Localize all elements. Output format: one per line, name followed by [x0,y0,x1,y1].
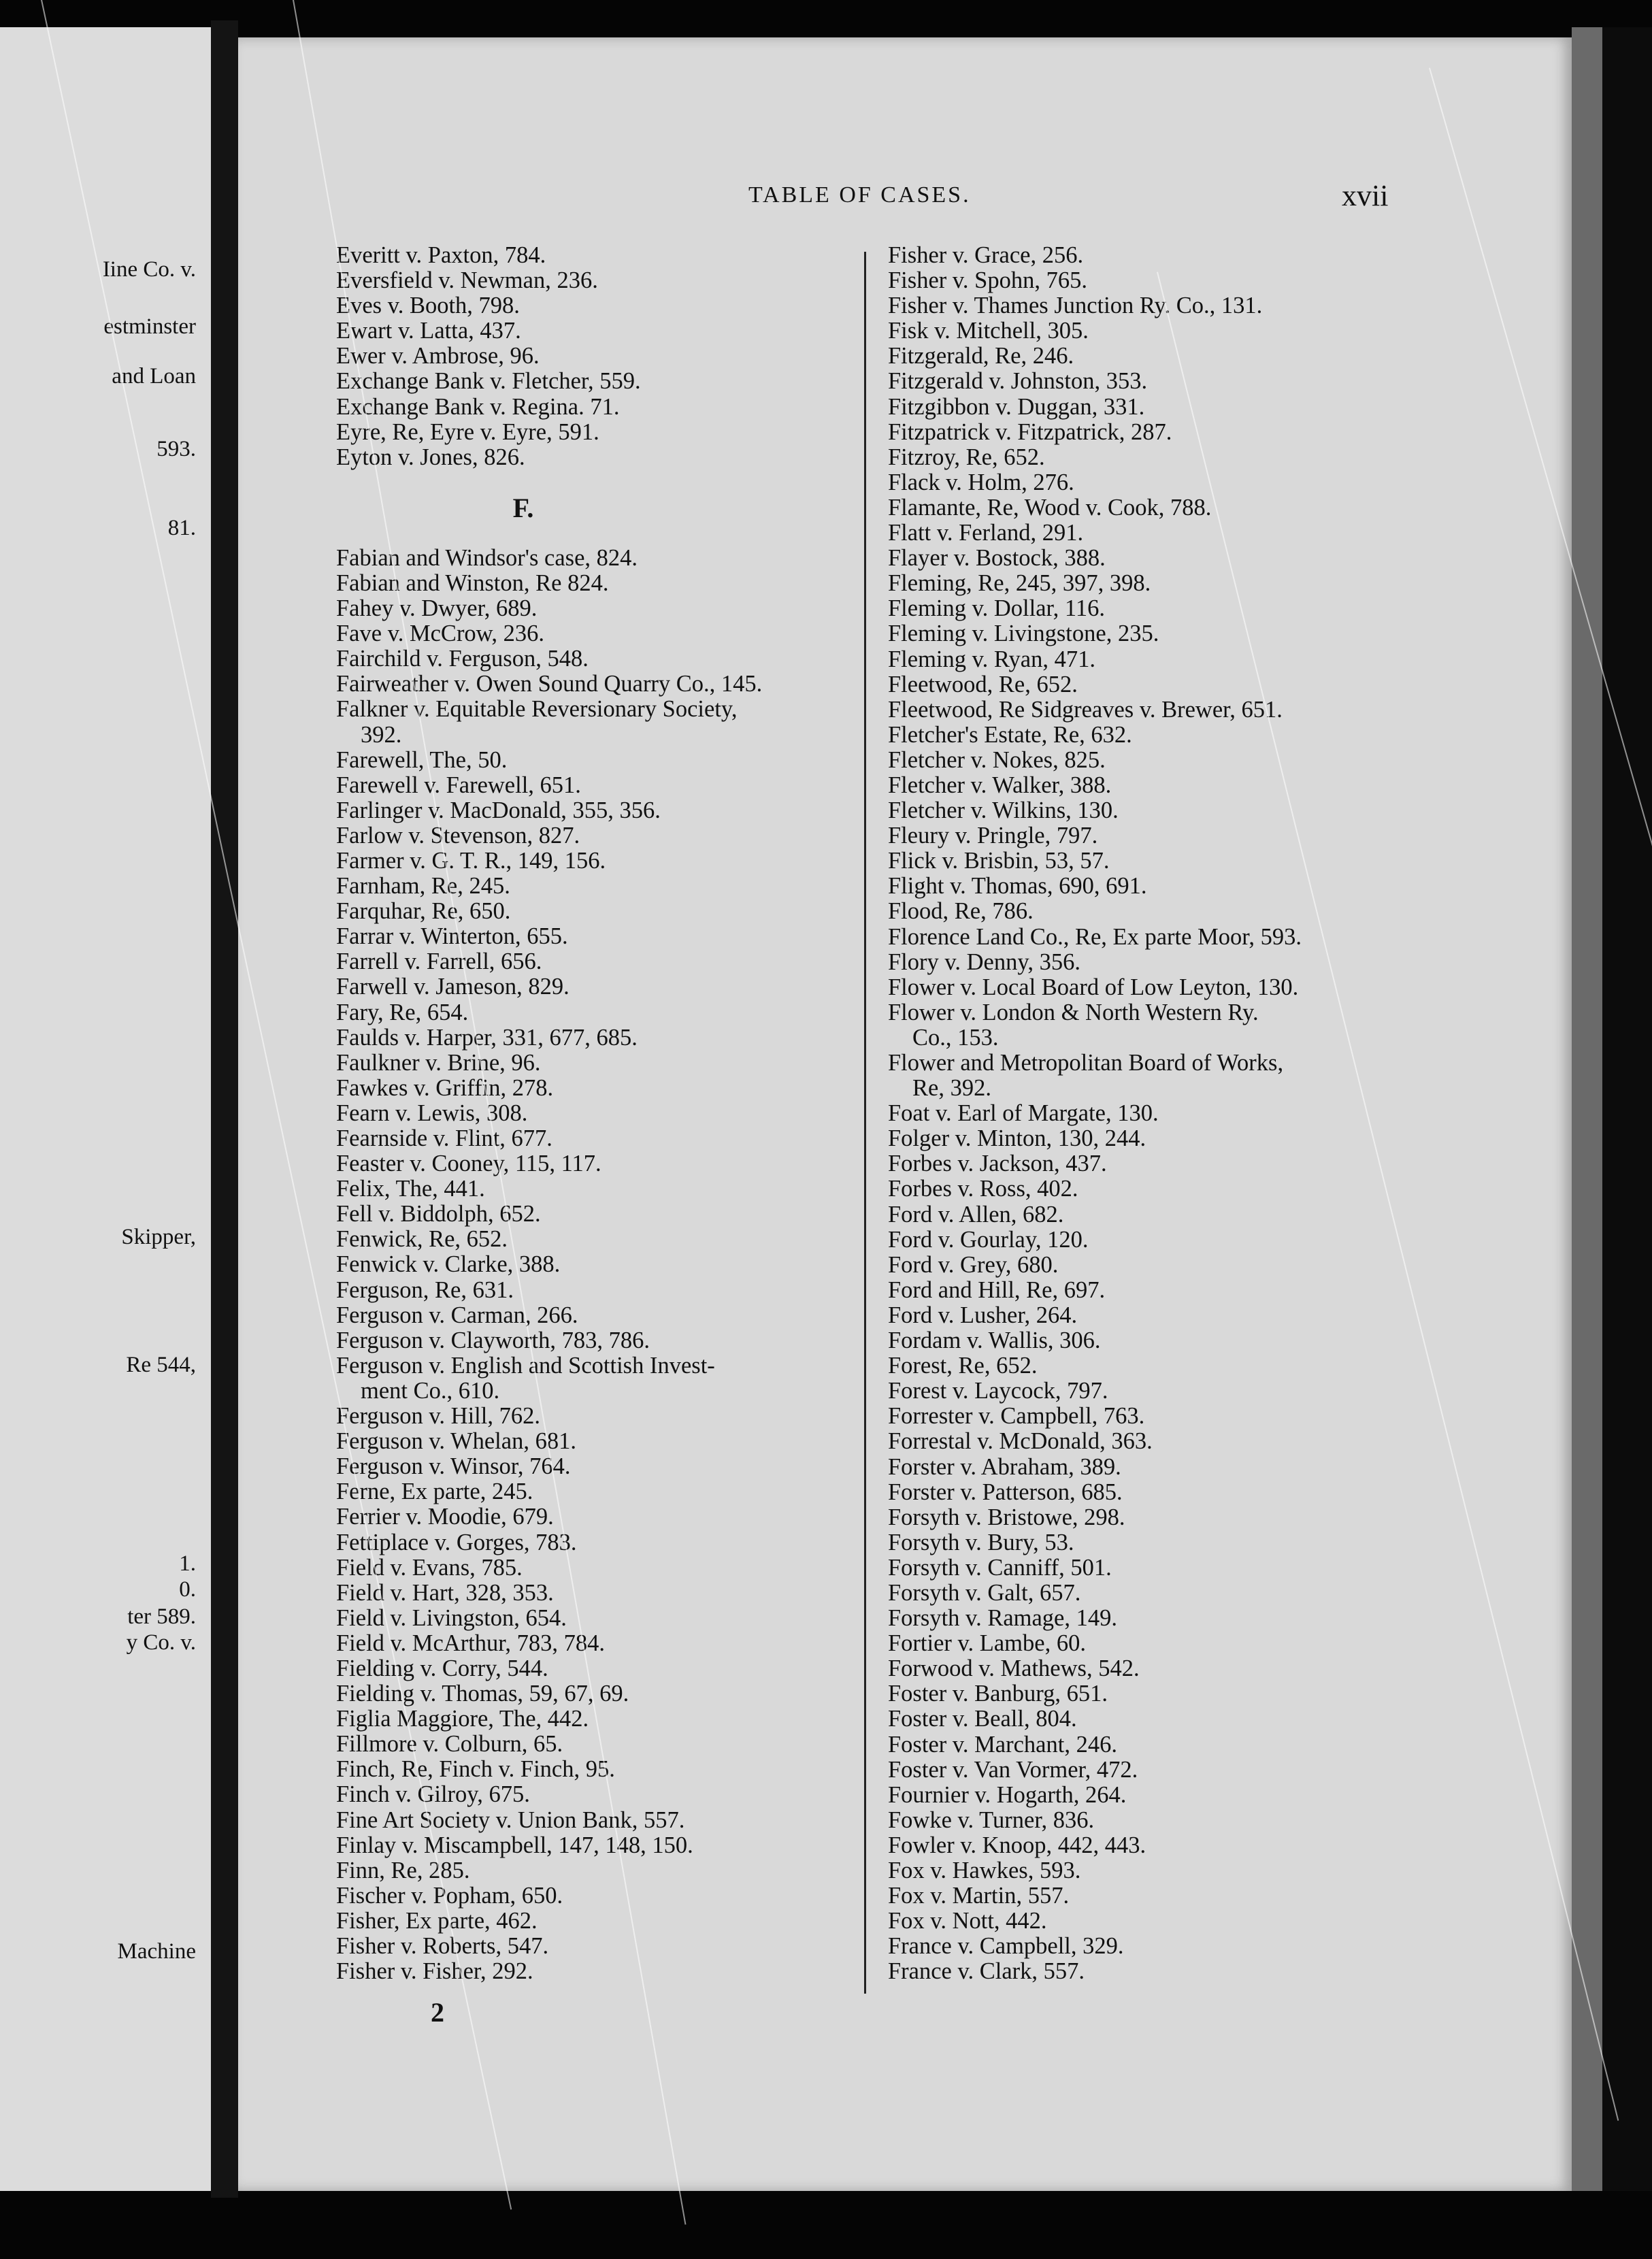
case-entry: Farrell v. Farrell, 656. [336,949,542,975]
case-entry: Fairweather v. Owen Sound Quarry Co., 145. [336,671,763,697]
case-entry: Forest, Re, 652. [888,1353,1038,1379]
case-entry: Flood, Re, 786. [888,898,1034,925]
case-entry: Fox v. Martin, 557. [888,1883,1070,1909]
case-entry: Foster v. Marchant, 246. [888,1731,1117,1758]
case-entry: Felix, The, 441. [336,1176,485,1202]
case-entry: Fowke v. Turner, 836. [888,1807,1095,1833]
case-entry: Eves v. Booth, 798. [336,293,520,319]
case-entry: Farewell v. Farewell, 651. [336,772,581,798]
case-entry: Foster v. Van Vormer, 472. [888,1756,1138,1783]
case-entry: Ford and Hill, Re, 697. [888,1276,1106,1303]
case-entry: Ferguson v. Whelan, 681. [336,1428,576,1455]
case-entry: Fairchild v. Ferguson, 548. [336,646,589,672]
case-entry: Farwell v. Jameson, 829. [336,974,569,1000]
case-entry: Fitzgerald, Re, 246. [888,343,1074,369]
running-head: TABLE OF CASES. [748,182,971,208]
case-entry: Forsyth v. Bristowe, 298. [888,1504,1125,1530]
case-entry: Ford v. Gourlay, 120. [888,1226,1089,1253]
case-entry: Exchange Bank v. Regina. 71. [336,393,620,420]
case-entry: Ford v. Lusher, 264. [888,1302,1078,1328]
case-entry: Fletcher v. Nokes, 825. [888,746,1106,773]
facing-page-text: Iine Co. v. [102,257,196,282]
case-entry: Fine Art Society v. Union Bank, 557. [336,1807,685,1833]
facing-page-text: y Co. v. [126,1630,196,1655]
case-entry: Fillmore v. Colburn, 65. [336,1731,563,1758]
case-entry: Fearnside v. Flint, 677. [336,1125,552,1151]
case-entry: Ferrier v. Moodie, 679. [336,1504,554,1530]
case-entry: Ferguson v. Winsor, 764. [336,1453,571,1480]
facing-page-text: 0. [179,1577,196,1602]
case-entry: Fitzgibbon v. Duggan, 331. [888,393,1145,420]
case-entry: Faulds v. Harper, 331, 677, 685. [336,1024,638,1051]
case-entry: Fisher, Ex parte, 462. [336,1907,538,1934]
case-entry: Fisk v. Mitchell, 305. [888,318,1089,344]
case-entry: Fleming v. Livingstone, 235. [888,621,1159,647]
case-entry: Ferguson v. Hill, 762. [336,1403,540,1430]
case-entry: Farmer v. G. T. R., 149, 156. [336,847,606,874]
case-entry: Fearn v. Lewis, 308. [336,1100,528,1126]
case-entry: Fell v. Biddolph, 652. [336,1201,541,1227]
case-entry: Fournier v. Hogarth, 264. [888,1781,1127,1808]
entry-continuation: 392. [361,721,402,748]
entry-continuation: ment Co., 610. [361,1377,500,1404]
case-entry: Faulkner v. Brine, 96. [336,1049,541,1076]
case-entry: Fisher v. Roberts, 547. [336,1933,549,1959]
case-entry: Forsyth v. Ramage, 149. [888,1605,1117,1632]
case-entry: Flory v. Denny, 356. [888,949,1081,975]
case-entry: Ford v. Grey, 680. [888,1251,1059,1278]
facing-page-fragment [0,27,211,2191]
case-entry: Forster v. Abraham, 389. [888,1453,1121,1480]
case-entry: Flamante, Re, Wood v. Cook, 788. [888,494,1212,521]
case-entry: Fletcher v. Walker, 388. [888,772,1112,798]
case-entry: Ford v. Allen, 682. [888,1201,1064,1227]
case-entry: Field v. Hart, 328, 353. [336,1579,554,1606]
case-entry: Fawkes v. Griffin, 278. [336,1074,554,1101]
case-entry: Farlinger v. MacDonald, 355, 356. [336,797,661,823]
facing-page-text: ter 589. [127,1604,196,1629]
case-entry: Foster v. Beall, 804. [888,1706,1077,1732]
case-entry: Flower v. Local Board of Low Leyton, 130. [888,974,1299,1000]
case-entry: Forrestal v. McDonald, 363. [888,1428,1153,1455]
case-entry: Ferguson v. English and Scottish Invest- [336,1352,715,1379]
case-entry: Farquhar, Re, 650. [336,898,511,925]
case-entry: Flayer v. Bostock, 388. [888,545,1106,572]
case-entry: Fitzroy, Re, 652. [888,444,1045,470]
case-entry: Ferne, Ex parte, 245. [336,1479,533,1505]
case-entry: Fordam v. Wallis, 306. [888,1328,1101,1354]
case-entry: Finch, Re, Finch v. Finch, 95. [336,1756,615,1783]
scan-background [1602,27,1652,2191]
case-entry: Fleming, Re, 245, 397, 398. [888,570,1151,597]
case-entry: Fielding v. Corry, 544. [336,1655,548,1681]
case-entry: Fischer v. Popham, 650. [336,1882,563,1909]
case-entry: Fox v. Nott, 442. [888,1908,1047,1934]
case-entry: Finlay v. Miscampbell, 147, 148, 150. [336,1832,693,1858]
facing-page-text: estminster [103,314,196,339]
section-heading: F. [512,492,534,523]
page-number: xvii [1342,179,1389,212]
case-entry: Fitzgerald v. Johnston, 353. [888,368,1148,395]
facing-page-text: Skipper, [121,1225,196,1249]
case-entry: Folger v. Minton, 130, 244. [888,1125,1146,1152]
case-entry: Fenwick, Re, 652. [336,1226,508,1253]
facing-page-text: 593. [156,437,196,461]
case-entry: Flight v. Thomas, 690, 691. [888,873,1147,900]
case-entry: Fisher v. Spohn, 765. [888,267,1087,294]
case-entry: Fletcher v. Wilkins, 130. [888,797,1119,824]
case-entry: Forrester v. Campbell, 763. [888,1403,1145,1430]
case-entry: Florence Land Co., Re, Ex parte Moor, 593. [888,923,1302,950]
case-entry: Forest v. Laycock, 797. [888,1378,1108,1404]
case-entry: Flatt v. Ferland, 291. [888,520,1084,546]
case-entry: Fenwick v. Clarke, 388. [336,1251,561,1278]
book-spine [211,20,238,2198]
case-entry: Forwood v. Mathews, 542. [888,1655,1140,1682]
case-entry: Forster v. Patterson, 685. [888,1479,1123,1505]
case-entry: Falkner v. Equitable Reversionary Society, [336,696,738,723]
case-entry: Exchange Bank v. Fletcher, 559. [336,368,641,395]
facing-page-text: 81. [167,516,196,540]
case-entry: Field v. Livingston, 654. [336,1604,567,1631]
case-entry: Ferguson v. Carman, 266. [336,1302,578,1328]
entry-continuation: Re, 392. [912,1075,991,1102]
case-entry: Finch v. Gilroy, 675. [336,1781,530,1808]
case-entry: Fabian and Winston, Re 824. [336,570,609,596]
case-entry: Ewart v. Latta, 437. [336,318,521,344]
case-entry: Fowler v. Knoop, 442, 443. [888,1832,1146,1858]
case-entry: Forsyth v. Bury, 53. [888,1529,1074,1555]
case-entry: Fox v. Hawkes, 593. [888,1858,1081,1883]
case-entry: Ferguson v. Clayworth, 783, 786. [336,1327,650,1353]
case-entry: Forbes v. Ross, 402. [888,1176,1078,1202]
case-entry: Fielding v. Thomas, 59, 67, 69. [336,1681,629,1707]
left-column [336,243,867,1984]
case-entry: Fitzpatrick v. Fitzpatrick, 287. [888,418,1172,445]
case-entry: Fletcher's Estate, Re, 632. [888,721,1132,748]
case-entry: Fabian and Windsor's case, 824. [336,544,638,571]
case-entry: Fleetwood, Re Sidgreaves v. Brewer, 651. [888,696,1283,723]
case-entry: Flick v. Brisbin, 53, 57. [888,848,1110,874]
page-edge [1572,27,1602,2191]
case-entry: Ferguson, Re, 631. [336,1276,514,1303]
case-entry: Field v. Evans, 785. [336,1554,523,1581]
case-entry: Foster v. Banburg, 651. [888,1681,1108,1707]
case-entry: Farnham, Re, 245. [336,873,510,900]
case-entry: Fleming v. Dollar, 116. [888,595,1105,622]
case-entry: Field v. McArthur, 783, 784. [336,1630,606,1656]
case-entry: Eversfield v. Newman, 236. [336,267,598,294]
facing-page-text: Machine [117,1939,196,1964]
case-entry: Farrar v. Winterton, 655. [336,923,568,950]
case-entry: Fisher v. Grace, 256. [888,242,1084,268]
case-entry: France v. Campbell, 329. [888,1933,1124,1960]
case-entry: Flack v. Holm, 276. [888,469,1074,495]
case-entry: Forsyth v. Canniff, 501. [888,1554,1112,1581]
column-divider [864,252,866,1994]
case-entry: Figlia Maggiore, The, 442. [336,1706,589,1732]
case-entry: Fahey v. Dwyer, 689. [336,595,538,622]
case-entry: Foat v. Earl of Margate, 130. [888,1100,1159,1127]
facing-page-text: 1. [179,1551,196,1576]
case-entry: Forbes v. Jackson, 437. [888,1151,1107,1177]
case-entry: Flower v. London & North Western Ry. [888,999,1259,1025]
case-entry: Fary, Re, 654. [336,999,469,1025]
case-entry: Farewell, The, 50. [336,746,508,773]
case-entry: Finn, Re, 285. [336,1857,470,1883]
case-entry: Fleury v. Pringle, 797. [888,823,1098,849]
case-entry: Eyton v. Jones, 826. [336,444,525,470]
entry-continuation: Co., 153. [912,1024,999,1051]
case-entry: Fisher v. Thames Junction Ry. Co., 131. [888,293,1263,319]
case-entry: Eyre, Re, Eyre v. Eyre, 591. [336,418,599,445]
case-entry: Feaster v. Cooney, 115, 117. [336,1151,601,1177]
case-entry: Everitt v. Paxton, 784. [336,242,546,268]
case-entry: Fleetwood, Re, 652. [888,671,1078,697]
case-entry: Flower and Metropolitan Board of Works, [888,1050,1284,1076]
facing-page-text: and Loan [112,364,196,389]
case-entry: Fleming v. Ryan, 471. [888,646,1095,672]
case-entry: Fisher v. Fisher, 292. [336,1958,533,1985]
case-entry: Farlow v. Stevenson, 827. [336,822,580,848]
case-entry: France v. Clark, 557. [888,1958,1085,1985]
case-entry: Ewer v. Ambrose, 96. [336,343,540,369]
right-column [888,243,1419,1984]
case-entry: Fortier v. Lambe, 60. [888,1630,1086,1657]
case-entry: Fave v. McCrow, 236. [336,621,544,647]
facing-page-text: Re 544, [126,1353,196,1377]
signature-mark: 2 [431,1997,444,2028]
case-entry: Forsyth v. Galt, 657. [888,1579,1081,1606]
case-entry: Fettiplace v. Gorges, 783. [336,1529,577,1555]
